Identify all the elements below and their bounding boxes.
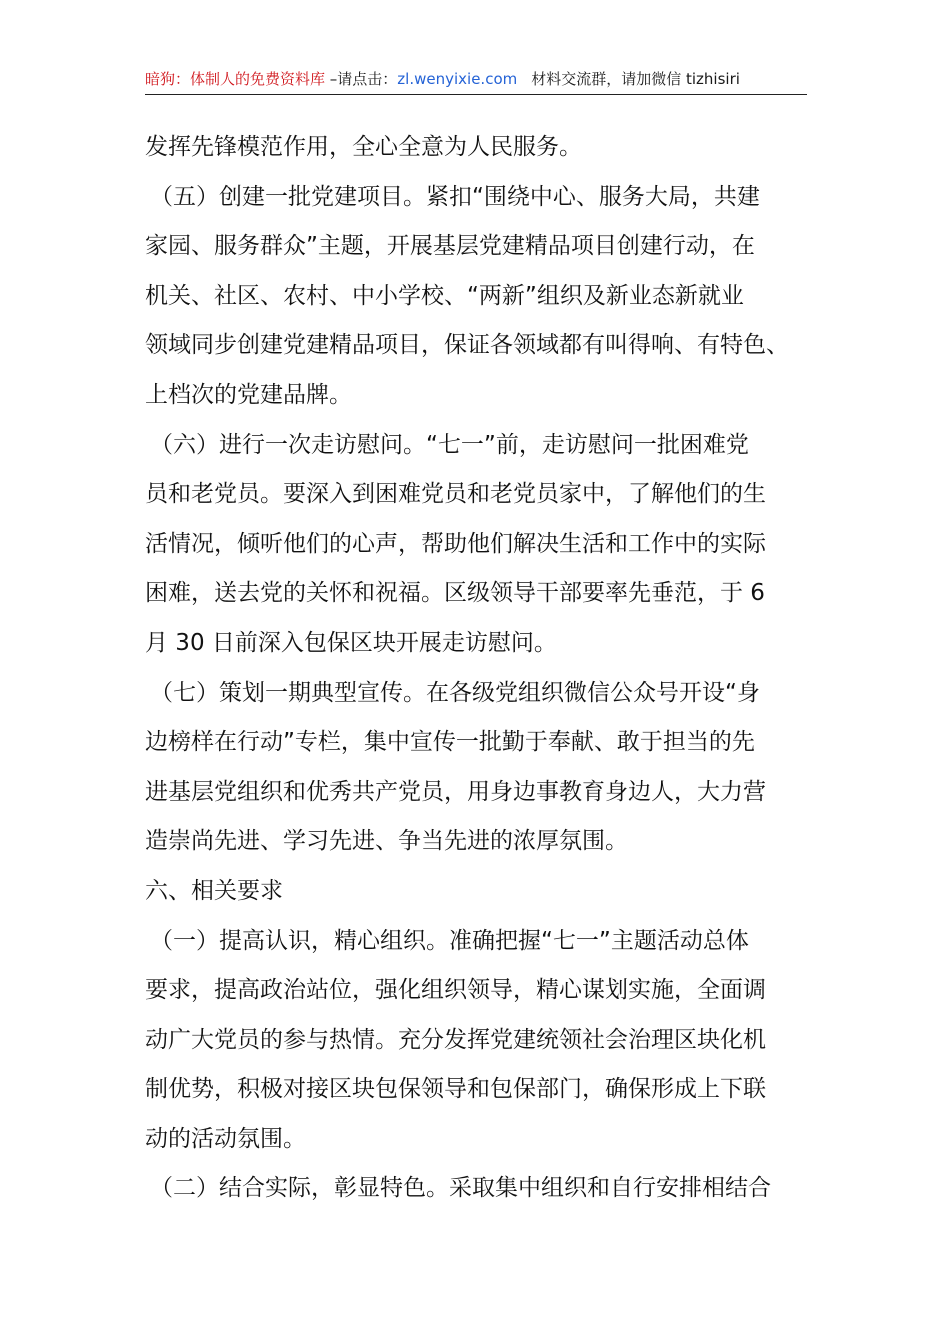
header-wechat-note: 材料交流群，请加微信 tizhisiri — [531, 70, 740, 88]
paragraph-line: 员和老党员。要深入到困难党员和老党员家中，了解他们的生 — [145, 481, 766, 508]
paragraph-line: 家园、服务群众”主题，开展基层党建精品项目创建行动，在 — [145, 233, 755, 260]
header-url-link[interactable]: zl.wenyixie.com — [397, 70, 518, 88]
paragraph-line: 机关、社区、农村、中小学校、“两新”组织及新业态新就业 — [145, 282, 744, 309]
paragraph-line: 困难，送去党的关怀和祝福。区级领导干部要率先垂范，于 6 — [145, 580, 765, 607]
paragraph-line: 领域同步创建党建精品项目，保证各领域都有叫得响、有特色、 — [145, 332, 789, 359]
paragraph-line: 进基层党组织和优秀共产党员，用身边事教育身边人，大力营 — [145, 778, 766, 805]
header-click-prompt: –请点击： — [325, 70, 398, 88]
paragraph-line: 发挥先锋模范作用，全心全意为人民服务。 — [145, 134, 582, 160]
paragraph-line: 要求，提高政治站位，强化组织领导，精心谋划实施，全面调 — [145, 977, 766, 1004]
paragraph-line: （二）结合实际，彰显特色。采取集中组织和自行安排相结合 — [150, 1175, 771, 1202]
document-body — [145, 123, 810, 1214]
paragraph-line: （一）提高认识，精心组织。准确把握“七一”主题活动总体 — [150, 927, 749, 954]
header-site-name: 暗狗：体制人的免费资料库 — [145, 70, 326, 88]
paragraph-line: 月 30 日前深入包保区块开展走访慰问。 — [145, 629, 557, 656]
paragraph-line: （六）进行一次走访慰问。“七一”前，走访慰问一批困难党 — [150, 431, 749, 458]
page-header — [145, 68, 807, 95]
paragraph-line: 造崇尚先进、学习先进、争当先进的浓厚氛围。 — [145, 828, 628, 855]
paragraph-line: （七）策划一期典型宣传。在各级党组织微信公众号开设“身 — [150, 679, 760, 706]
paragraph-line: 制优势，积极对接区块包保领导和包保部门，确保形成上下联 — [145, 1076, 766, 1103]
paragraph-line: （五）创建一批党建项目。紧扣“围绕中心、服务大局，共建 — [150, 183, 760, 210]
paragraph-line: 动广大党员的参与热情。充分发挥党建统领社会治理区块化机 — [145, 1026, 766, 1053]
paragraph-line: 活情况，倾听他们的心声，帮助他们解决生活和工作中的实际 — [145, 530, 766, 557]
section-heading: 六、相关要求 — [145, 877, 283, 904]
paragraph-line: 上档次的党建品牌。 — [145, 381, 352, 408]
paragraph-line: 边榜样在行动”专栏，集中宣传一批勤于奉献、敢于担当的先 — [145, 729, 755, 756]
paragraph-line: 动的活动氛围。 — [145, 1125, 306, 1152]
